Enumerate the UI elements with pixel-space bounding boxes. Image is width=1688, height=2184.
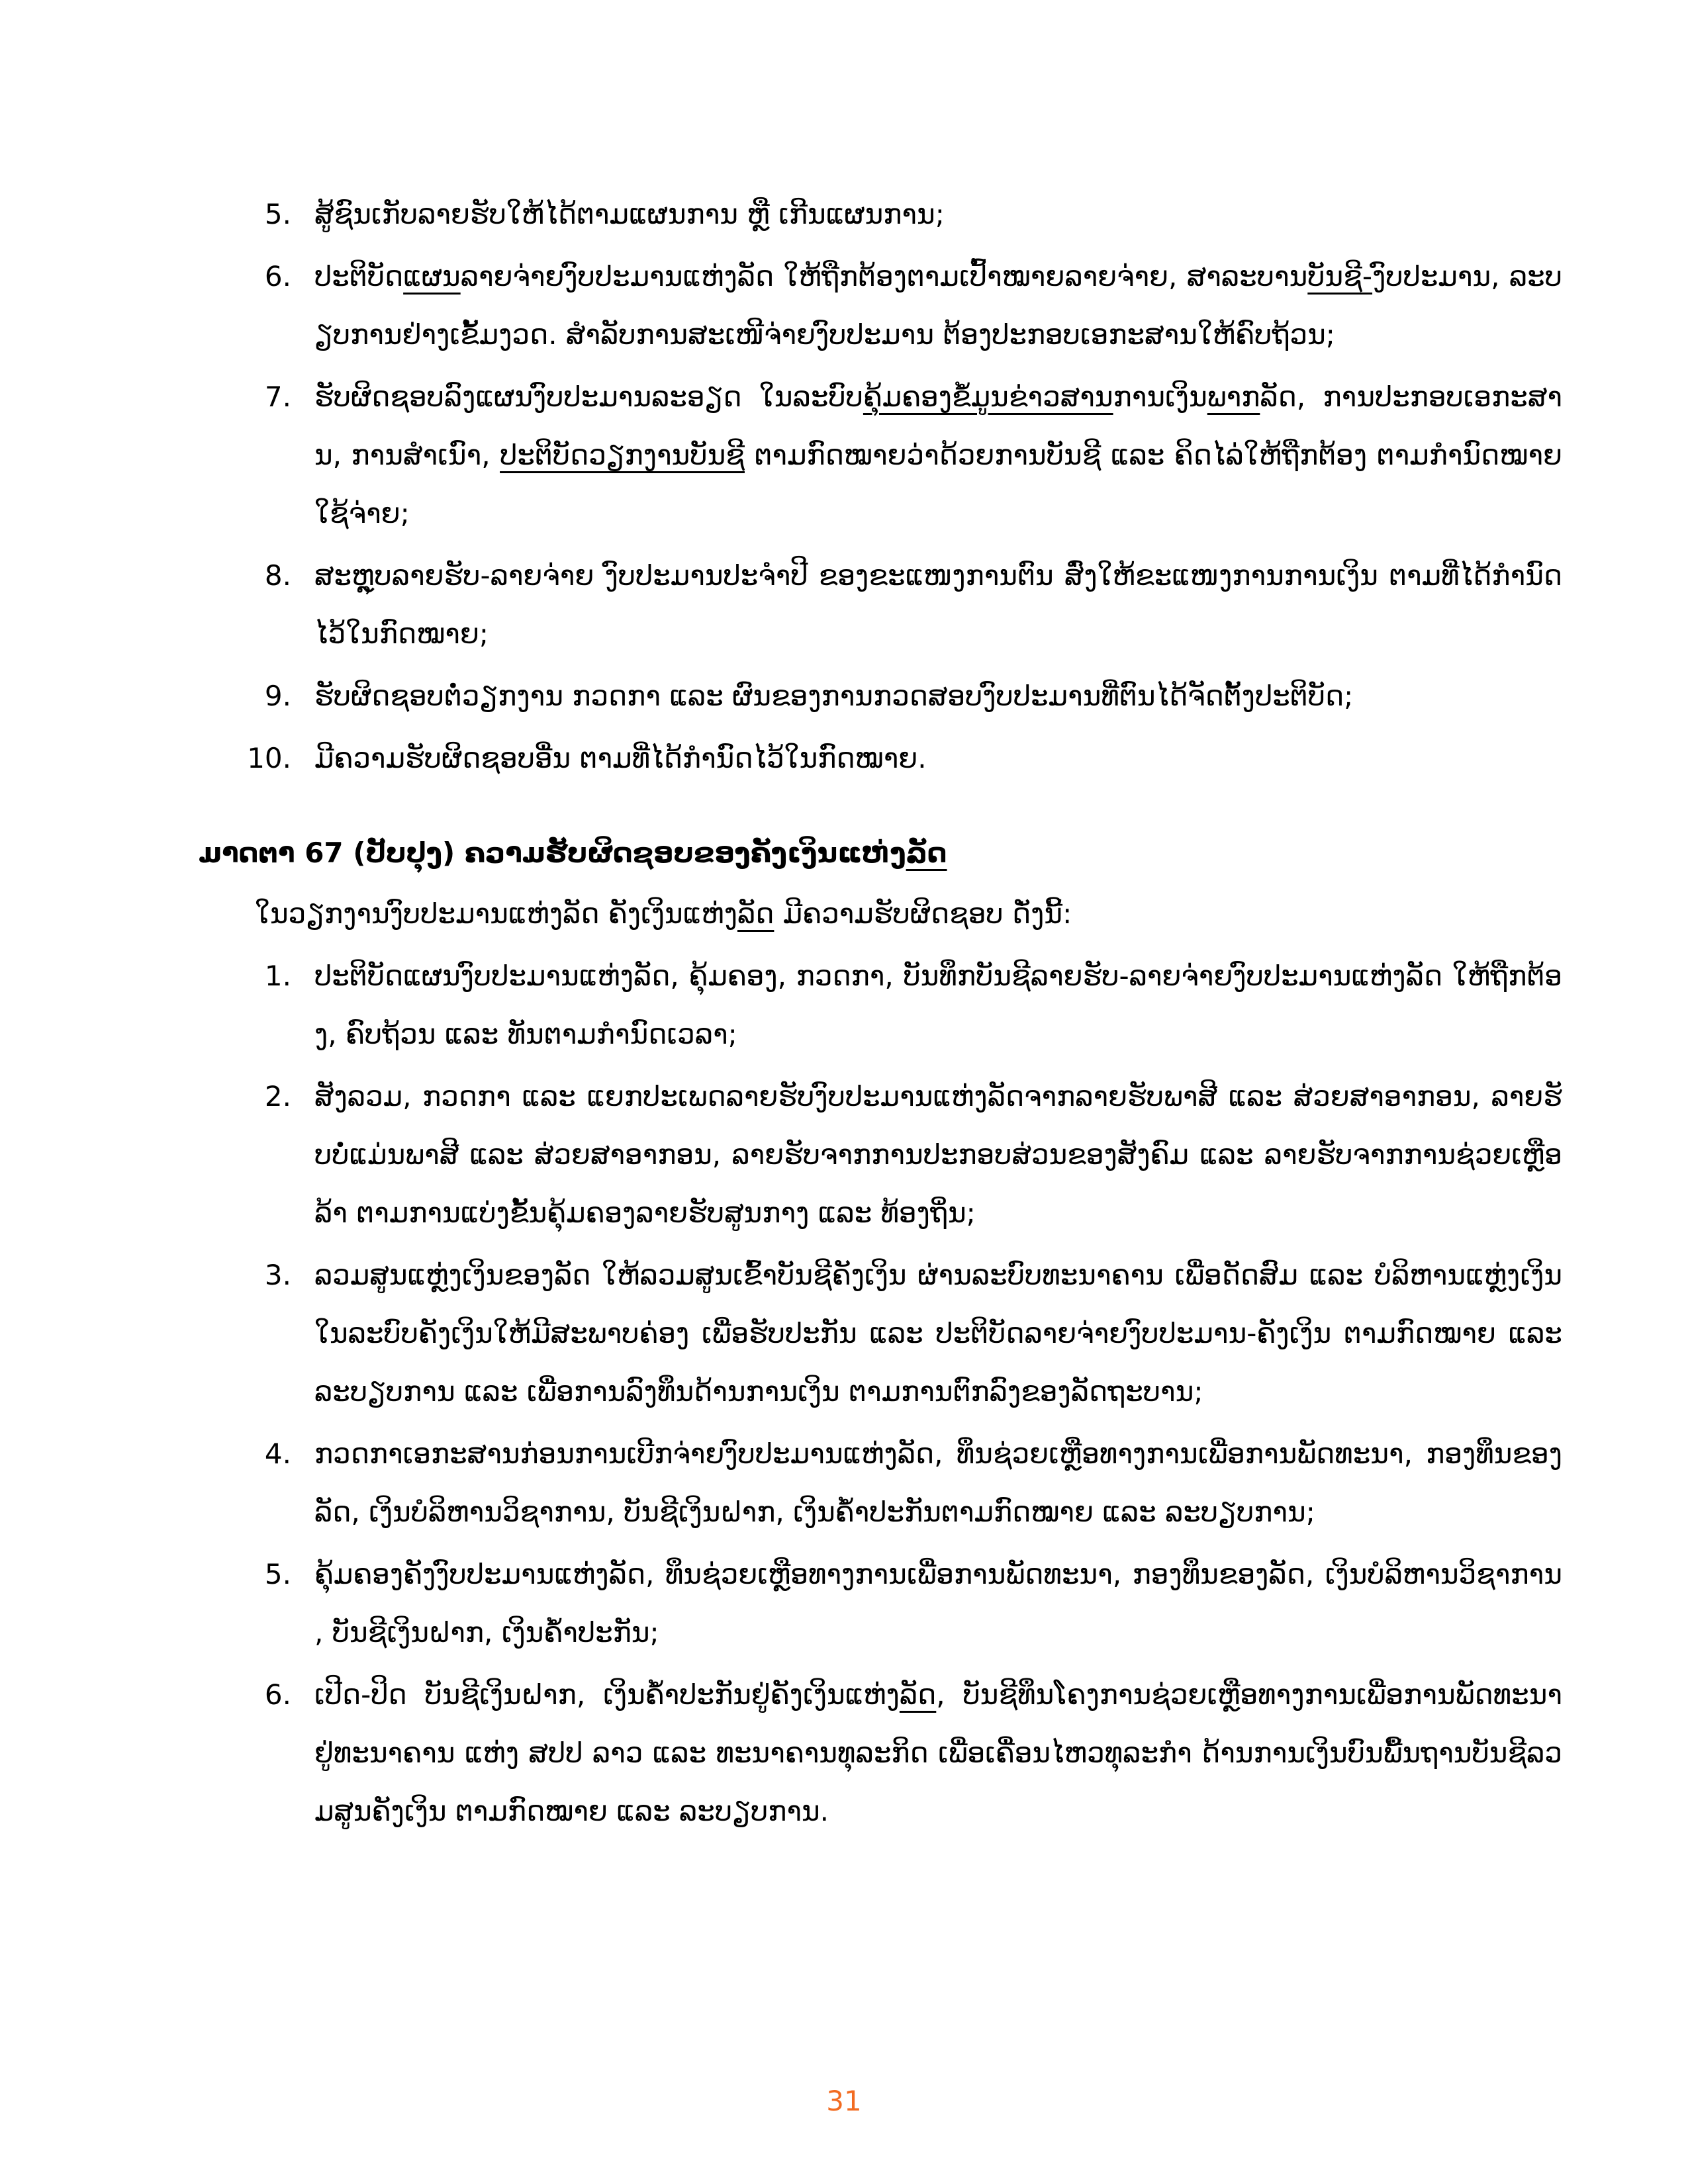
list-item	[199, 1666, 1562, 1841]
list-item-number: 3.	[264, 1259, 291, 1291]
text-run: ປະຕິບັດແຜນງົບປະມານແຫ່ງລັດ, ຄຸ້ມຄອງ, ກວດກາ, ບັນທຶກບັນຊີລາຍຮັບ-ລາຍຈ່າຍງົບປະມານແຫ່ງລັດ ໃຫ້ຖືກຕ້ອງ, ຄົບຖ້ວນ ແລະ ທັນຕາມກຳນົດເວລາ;	[314, 960, 1562, 1050]
list-item-number: 5.	[264, 1558, 291, 1590]
list-item-text	[314, 1558, 1562, 1649]
list-item-number: 6.	[264, 1678, 291, 1711]
text-run: ຄຸ້ມຄອງຄັງງົບປະມານແຫ່ງລັດ, ທຶນຊ່ວຍເຫຼືອທາງການເພື່ອການພັດທະນາ, ກອງທຶນຂອງລັດ, ເງິນບໍລິຫານວິຊາການ, ບັນຊີເງິນຝາກ, ເງິນຄ້ຳປະກັນ;	[314, 1558, 1562, 1649]
text-run: ການເງິນ	[1113, 381, 1207, 413]
text-run: ລາຍຈ່າຍງົບປະມານແຫ່ງລັດ ໃຫ້ຖືກຕ້ອງຕາມເປົ້າໝາຍລາຍຈ່າຍ, ສາລະບານ	[460, 260, 1308, 293]
text-run: ເປີດ-ປິດ ບັນຊີເງິນຝາກ, ເງິນຄ້ຳປະກັນຢູ່ຄັງເງິນແຫ່ງ	[314, 1678, 900, 1711]
list-item-number: 7.	[264, 381, 291, 413]
text-run: ປະຕິບັດ	[314, 260, 404, 293]
text-run: ກວດກາເອກະສານກ່ອນການເບີກຈ່າຍງົບປະມານແຫ່ງລັດ, ທຶນຊ່ວຍເຫຼືອທາງການເພື່ອການພັດທະນາ, ກອງທຶນຂອງລັດ, ເງິນບໍລິຫານວິຊາການ, ບັນຊີເງິນຝາກ, ເງິນຄ້ຳປະກັນຕາມກົດໝາຍ ແລະ ລະບຽບການ;	[314, 1437, 1562, 1528]
text-run: ມີຄວາມຮັບຜິດຊອບ ດັ່ງນີ້:	[774, 897, 1072, 930]
list-item-text	[314, 198, 945, 230]
list-item-number: 10.	[247, 742, 291, 774]
list-item-number: 6.	[264, 260, 291, 293]
list-item-number: 1.	[264, 960, 291, 992]
list-item	[199, 248, 1562, 364]
article-heading	[199, 824, 1562, 882]
text-run: ສັງລວມ, ກວດກາ ແລະ ແຍກປະເພດລາຍຮັບງົບປະມານແຫ່ງລັດຈາກລາຍຮັບພາສີ ແລະ ສ່ວຍສາອາກອນ, ລາຍຮັບບໍ່ແມ່ນພາສີ ແລະ ສ່ວຍສາອາກອນ, ລາຍຮັບຈາກການປະກອບສ່ວນຂອງສັງຄົມ ແລະ ລາຍຮັບຈາກການຊ່ວຍເຫຼືອລ້າ ຕາມການແບ່ງຂັ້ນຄຸ້ມຄອງລາຍຮັບສູນກາງ ແລະ ທ້ອງຖິ່ນ;	[314, 1080, 1562, 1229]
list-item	[199, 729, 1562, 788]
text-run: ລວມສູນແຫຼ່ງເງິນຂອງລັດ ໃຫ້ລວມສູນເຂົ້າບັນຊີຄັງເງິນ ຜ່ານລະບົບທະນາຄານ ເພື່ອດັດສົມ ແລະ ບໍລິຫານແຫຼ່ງເງິນໃນລະບົບຄັງເງິນໃຫ້ມີສະພາບຄ່ອງ ເພື່ອຮັບປະກັນ ແລະ ປະຕິບັດລາຍຈ່າຍງົບປະມານ-ຄັງເງິນ ຕາມກົດໝາຍ ແລະ ລະບຽບການ ແລະ ເພື່ອການລົງທຶນດ້ານການເງິນ ຕາມການຕົກລົງຂອງລັດຖະບານ;	[314, 1259, 1562, 1408]
underlined-text-run: ຄຸ້ມຄອງຂໍ້ມູນຂ່າວສານ	[863, 381, 1113, 413]
article-intro-paragraph	[199, 885, 1562, 943]
list-item-text	[314, 960, 1562, 1050]
text-run: , ບັນຊີທຶນໂຄງການຊ່ວຍເຫຼືອທາງການເພື່ອການພັດທະນາ ຢູ່ທະນາຄານ ແຫ່ງ ສປປ ລາວ ແລະ ທະນາຄານທຸລະກິດ ເພື່ອເຄື່ອນໄຫວທຸລະກຳ ດ້ານການເງິນບົນພື້ນຖານບັນຊີລວມສູນຄັງເງິນ ຕາມກົດໝາຍ ແລະ ລະບຽບການ.	[314, 1678, 1563, 1827]
underlined-text-run: ພາກ	[1207, 381, 1260, 413]
list-item	[199, 947, 1562, 1064]
list-item-text	[314, 381, 1562, 529]
list-item	[199, 1545, 1562, 1662]
text-run: ຕາມກົດໝາຍວ່າດ້ວຍການບັນຊີ ແລະ ຄິດໄລ່ໃຫ້ຖືກຕ້ອງ ຕາມກຳນົດໝາຍໃຊ້ຈ່າຍ;	[314, 439, 1562, 529]
text-run: ໃນວຽກງານງົບປະມານແຫ່ງລັດ ຄັງເງິນແຫ່ງ	[255, 897, 737, 930]
list-item-number: 9.	[264, 680, 291, 712]
list-item-number: 8.	[264, 559, 291, 592]
text-run: ຮັບຜິດຊອບຕໍ່ວຽກງານ ກວດກາ ແລະ ຜົນຂອງການກວດສອບງົບປະມານທີ່ຕົນໄດ້ຈັດຕັ້ງປະຕິບັດ;	[314, 680, 1354, 712]
list-item	[199, 1246, 1562, 1421]
text-run: ມາດຕາ 67 (ປັບປຸງ) ຄວາມຮັບຜິດຊອບຂອງຄັງເງິນແຫ່ງ	[199, 837, 906, 869]
underlined-text-run: ແຜນ	[403, 260, 461, 293]
list-item-number: 5.	[264, 198, 291, 230]
text-run: ມີຄວາມຮັບຜິດຊອບອື່ນ ຕາມທີ່ໄດ້ກຳນົດໄວ້ໃນກົດໝາຍ.	[314, 742, 927, 774]
underlined-text-run: ປະຕິບັດວຽກງານບັນຊີ	[500, 439, 745, 471]
list-item-text	[314, 742, 927, 774]
list-item	[199, 185, 1562, 244]
list-item	[199, 667, 1562, 725]
underlined-text-run: ລັດ	[906, 837, 947, 869]
text-run: ຮັບຜິດຊອບລົງແຜນງົບປະມານລະອຽດ ໃນລະບົບ	[314, 381, 863, 413]
list-item	[199, 547, 1562, 663]
list-item-text	[314, 1678, 1562, 1827]
list-item-text	[314, 1080, 1562, 1229]
text-run: ສະຫຼຸບລາຍຮັບ-ລາຍຈ່າຍ ງົບປະມານປະຈຳປີ ຂອງຂະແໜງການຕົນ ສົ່ງໃຫ້ຂະແໜງການການເງິນ ຕາມທີ່ໄດ້ກຳນົດໄວ້ໃນກົດໝາຍ;	[314, 559, 1562, 650]
underlined-text-run: ບັນຊີ-	[1307, 260, 1373, 293]
list-item-text	[314, 1259, 1562, 1408]
list-item-text	[314, 1437, 1562, 1528]
list-item-text	[314, 680, 1353, 712]
list-item-text	[314, 260, 1562, 351]
list-item	[199, 368, 1562, 543]
page-number: 31	[826, 2085, 862, 2117]
underlined-text-run: ລັດ	[899, 1678, 937, 1711]
list-item	[199, 1425, 1562, 1541]
list-item-number: 4.	[264, 1437, 291, 1470]
text-run: ລັດ, ການປະກອບເອກະສານ, ການສຳເນົາ,	[314, 381, 1562, 471]
underlined-text-run: ລັດ	[737, 897, 774, 930]
text-run: ງົບປະມານ, ລະບຽບການຢ່າງເຂັ້ມງວດ. ສຳລັບການສະເໜີຈ່າຍງົບປະມານ ຕ້ອງປະກອບເອກະສານໃຫ້ຄົບຖ້ວນ;	[314, 260, 1562, 351]
list-item-number: 2.	[264, 1080, 291, 1113]
list-item	[199, 1068, 1562, 1242]
list-item-text	[314, 559, 1562, 650]
text-run: ສູ້ຊົນເກັບລາຍຮັບໃຫ້ໄດ້ຕາມແຜນການ ຫຼື ເກີນແຜນການ;	[314, 198, 945, 230]
